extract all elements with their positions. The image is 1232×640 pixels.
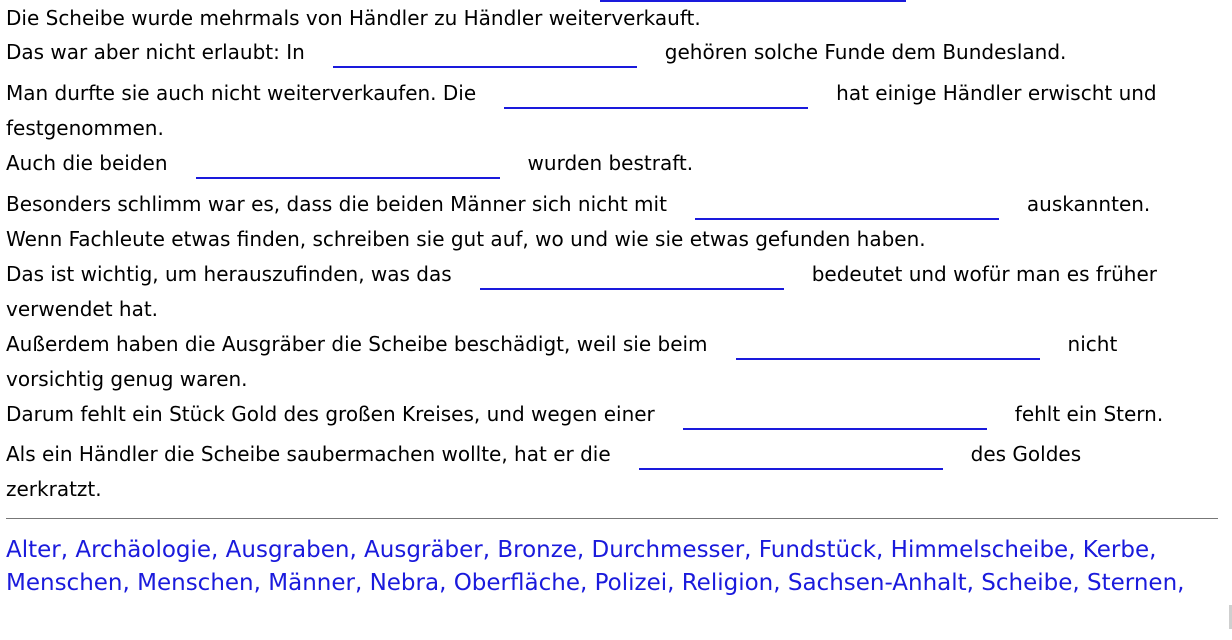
sentence-text-after: hat einige Händler erwischt und: [836, 81, 1157, 105]
sentence-6: [6, 222, 1228, 257]
sentence-text-after: auskannten.: [1026, 192, 1151, 216]
sentence-text-tail: verwendet hat.: [6, 297, 159, 321]
sentence-text-before: Außerdem haben die Ausgräber die Scheibe beschädigt, weil sie beim: [6, 332, 708, 356]
answer-blank-5[interactable]: [480, 268, 784, 290]
sentence-text-before: Das ist wichtig, um herauszufinden, was das: [6, 262, 452, 286]
sentence-text-before: Besonders schlimm war es, dass die beiden Männer sich nicht mit: [6, 192, 667, 216]
sentence-text: Wenn Fachleute etwas finden, schreiben sie gut auf, wo und wie sie etwas gefunden haben.: [6, 227, 926, 251]
answer-blank-6[interactable]: [736, 338, 1040, 360]
sentence-text-after: wurden bestraft.: [527, 151, 694, 175]
sentence-text-before: Als ein Händler die Scheibe saubermachen wollte, hat er die: [6, 442, 611, 466]
sentence-text-after: des Goldes: [970, 442, 1082, 466]
answer-blank-1[interactable]: [333, 46, 637, 68]
sentence-text-before: Auch die beiden: [6, 151, 168, 175]
sentence-8: [6, 327, 1228, 397]
sentence-text-after: nicht: [1067, 332, 1118, 356]
sentence-text-tail: festgenommen.: [6, 116, 164, 140]
answer-blank-2[interactable]: [504, 87, 808, 109]
sentence-text-before: Man durfte sie auch nicht weiterverkaufen. Die: [6, 81, 477, 105]
sentence-text: Die Scheibe wurde mehrmals von Händler zu Händler weiterverkauft.: [6, 6, 701, 30]
sentence-text-tail: zerkratzt.: [6, 477, 102, 501]
sentence-1: [6, 1, 1228, 36]
divider: [6, 518, 1218, 519]
sentence-4: [6, 146, 1228, 181]
answer-blank-4[interactable]: [695, 198, 999, 220]
sentence-text-tail: vorsichtig genug waren.: [6, 367, 248, 391]
sentence-2: [6, 35, 1228, 70]
sentence-text-after: bedeutet und wofür man es früher: [811, 262, 1157, 286]
sentence-10: [6, 437, 1228, 507]
sentence-7: [6, 257, 1228, 327]
sentence-text-after: gehören solche Funde dem Bundesland.: [664, 40, 1067, 64]
sentence-text-after: fehlt ein Stern.: [1014, 402, 1164, 426]
sentence-3: [6, 76, 1228, 146]
answer-blank-8[interactable]: [639, 448, 943, 470]
answer-blank-7[interactable]: [683, 408, 987, 430]
sentence-9: [6, 397, 1228, 432]
sentence-text-before: Das war aber nicht erlaubt: In: [6, 40, 305, 64]
answer-blank-3[interactable]: [196, 157, 500, 179]
sentence-5: [6, 187, 1228, 222]
sentence-text-before: Darum fehlt ein Stück Gold des großen Kreises, und wegen einer: [6, 402, 655, 426]
word-bank: Alter, Archäologie, Ausgraben, Ausgräber, Bronze, Durchmesser, Fundstück, Himmelscheibe, Kerbe, Menschen, Menschen, Männer, Nebra, Oberfläche, Polizei, Religion, Sachsen-Anhalt, Scheibe, Sternen,: [6, 537, 1185, 596]
